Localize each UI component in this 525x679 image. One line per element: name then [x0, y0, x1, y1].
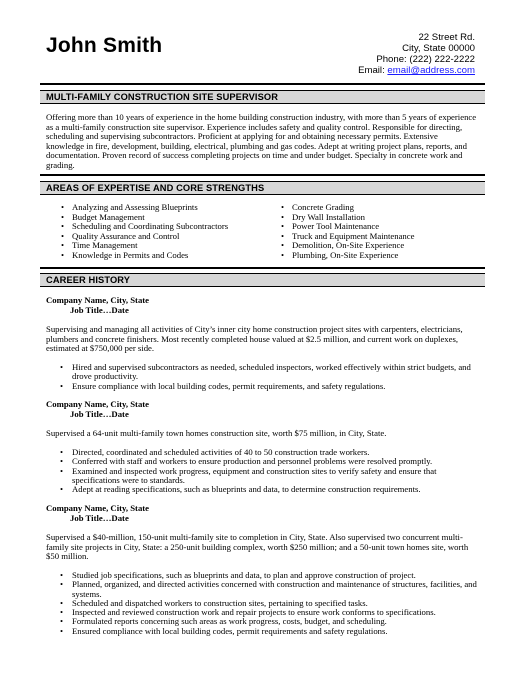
job-description: Supervised a $40-million, 150-unit multi-family site to completion in City, State. Also supervised two concurrent multi-family site projects in City, State: a 250-unit building complex, worth $250 million; and a 50-unit town homes site, worth $50 million. [46, 532, 469, 562]
skill-item: • Budget Management [58, 213, 278, 223]
skill-item: • Demolition, On-Site Experience [278, 241, 478, 251]
job-bullet: • Studied job specifications, such as blueprints and data, to plan and approve construction of project. [60, 571, 478, 580]
summary-text: Offering more than 10 years of experience in the home building construction industry, with more than 5 years of experience as a multi-family construction site supervisor. Experience includes safety and quality control. Responsible for directing, scheduling and supervising subcontractors. Proficient at applying for and obtaining necessary permits. Extensive knowledge in fire, development, building, electrical, plumbing and gas codes. Adept at writing project plans, reports, and documentation. Proven record of success completing projects on time and under budget. Specialty in concrete work and grading. [46, 112, 477, 170]
skill-item: • Time Management [58, 241, 278, 251]
job-bullets [60, 448, 478, 494]
expertise-heading: AREAS OF EXPERTISE AND CORE STRENGTHS [46, 183, 265, 193]
job-bullet: • Hired and supervised subcontractors as needed, scheduled inspectors, worked effectively within strict budgets, and drove productivity. [60, 363, 478, 382]
job-bullet: • Inspected and reviewed construction work and repair projects to ensure work conforms to specifications. [60, 608, 478, 617]
job-title: Job Title…Date [70, 409, 129, 419]
job-bullet: • Planned, organized, and directed activities concerned with construction and maintenance of structures, facilities, and systems. [60, 580, 478, 599]
job-company: Company Name, City, State [46, 295, 150, 305]
job-description: Supervised a 64-unit multi-family town homes construction site, worth $75 million, in City, State. [46, 428, 387, 438]
summary-divider [40, 174, 485, 176]
job-bullets [60, 363, 478, 391]
job-title: Job Title…Date [70, 305, 129, 315]
header-divider [40, 83, 485, 85]
skill-item: • Plumbing, On-Site Experience [278, 251, 478, 261]
career-heading-bar [40, 273, 485, 287]
skill-item: • Truck and Equipment Maintenance [278, 232, 478, 242]
job-bullet: • Formulated reports concerning such areas as work progress, costs, budget, and scheduling. [60, 617, 478, 626]
job-bullet: • Ensure compliance with local building codes, permit requirements, and safety regulations. [60, 382, 478, 391]
job-title: Job Title…Date [70, 513, 129, 523]
email-line [358, 65, 475, 76]
skill-item: • Power Tool Maintenance [278, 222, 478, 232]
skill-item: • Concrete Grading [278, 203, 478, 213]
skills-list-left [58, 203, 278, 261]
job-company: Company Name, City, State [46, 399, 150, 409]
applicant-name: John Smith [46, 34, 163, 57]
expertise-heading-bar [40, 181, 485, 195]
job-bullet: • Examined and inspected work progress, equipment and construction sites to verify safety and ensure that specifications were to standards. [60, 467, 478, 486]
contact-block [358, 32, 475, 76]
email-link[interactable]: email@address.com [387, 65, 475, 76]
city-line: City, State 00000 [402, 43, 475, 54]
skill-item: • Dry Wall Installation [278, 213, 478, 223]
summary-heading: MULTI-FAMILY CONSTRUCTION SITE SUPERVISOR [46, 92, 279, 102]
job-bullets [60, 571, 478, 636]
job-bullet: • Conferred with staff and workers to ensure production and personnel problems were resolved promptly. [60, 457, 478, 466]
summary-heading-bar [40, 90, 485, 104]
address-line: 22 Street Rd. [418, 32, 475, 43]
skill-item: • Scheduling and Coordinating Subcontractors [58, 222, 278, 232]
skill-item: • Analyzing and Assessing Blueprints [58, 203, 278, 213]
job-company: Company Name, City, State [46, 503, 150, 513]
email-label: Email: [358, 65, 388, 76]
skill-item: • Quality Assurance and Control [58, 232, 278, 242]
career-heading: CAREER HISTORY [46, 275, 131, 285]
job-bullet: • Directed, coordinated and scheduled activities of 40 to 50 construction trade workers. [60, 448, 478, 457]
phone-line: Phone: (222) 222-2222 [376, 54, 475, 65]
job-bullet: • Ensured compliance with local building codes, permit requirements and safety regulations. [60, 627, 478, 636]
job-bullet: • Adept at reading specifications, such as blueprints and data, to determine construction requirements. [60, 485, 478, 494]
skill-item: • Knowledge in Permits and Codes [58, 251, 278, 261]
job-description: Supervising and managing all activities of City’s inner city home construction project sites with carpenters, electricians, plumbers and concrete finishers. Most recently completed house valued at $2.5 million, and current work on duplexes, estimated at $750,000 per side. [46, 324, 463, 354]
job-bullet: • Scheduled and dispatched workers to construction sites, pertaining to specified tasks. [60, 599, 478, 608]
expertise-divider [40, 267, 485, 269]
skills-list-right [278, 203, 478, 261]
